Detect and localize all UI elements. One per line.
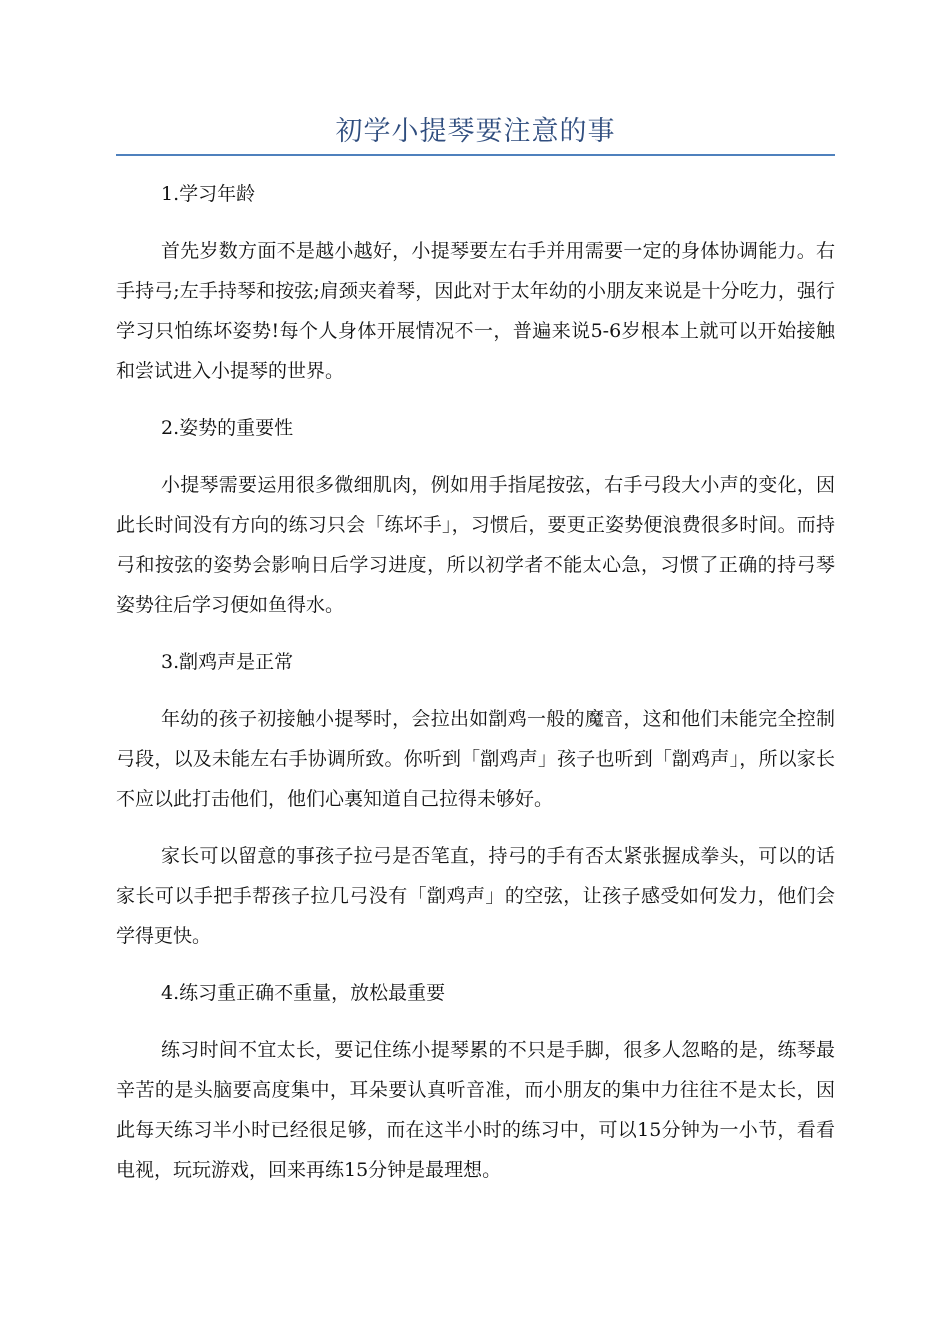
section-heading-4: 4.练习重正确不重量，放松最重要 — [161, 982, 446, 1004]
section-heading-1: 1.学习年龄 — [161, 183, 256, 205]
section-heading-2: 2.姿势的重要性 — [161, 417, 294, 439]
paragraph-age: 首先岁数方面不是越小越好，小提琴要左右手并用需要一定的身体协调能力。右手持弓;左手持琴和按弦;肩颈夹着琴，因此对于太年幼的小朋友来说是十分吃力，强行学习只怕练坏姿势!每个人身体开展情况不一，普遍来说5-6岁根本上就可以开始接触和尝试进入小提琴的世界。 — [116, 240, 835, 382]
paragraph-noise: 年幼的孩子初接触小提琴时，会拉出如劏鸡一般的魔音，这和他们未能完全控制弓段，以及未能左右手协调所致。你听到「劏鸡声」孩子也听到「劏鸡声」，所以家长不应以此打击他们，他们心裏知道自己拉得未够好。 — [116, 708, 835, 810]
document-title: 初学小提琴要注意的事 — [335, 116, 616, 147]
paragraph-practice: 练习时间不宜太长，要记住练小提琴累的不只是手脚，很多人忽略的是，练琴最辛苦的是头脑要高度集中，耳朵要认真听音准，而小朋友的集中力往往不是太长，因此每天练习半小时已经很足够，而在这半小时的练习中，可以15分钟为一小节，看看电视，玩玩游戏，回来再练15分钟是最理想。 — [116, 1039, 835, 1181]
section-heading-3: 3.劏鸡声是正常 — [161, 651, 294, 673]
paragraph-posture: 小提琴需要运用很多微细肌肉，例如用手指尾按弦，右手弓段大小声的变化，因此长时间没有方向的练习只会「练坏手」，习惯后，要更正姿势便浪费很多时间。而持弓和按弦的姿势会影响日后学习进度，所以初学者不能太心急，习惯了正确的持弓琴姿势往后学习便如鱼得水。 — [116, 474, 835, 616]
title-divider — [116, 154, 835, 156]
document-body — [116, 174, 835, 1207]
paragraph-parents: 家长可以留意的事孩子拉弓是否笔直，持弓的手有否太紧张握成拳头，可以的话家长可以手把手帮孩子拉几弓没有「劏鸡声」的空弦，让孩子感受如何发力，他们会学得更快。 — [116, 845, 835, 947]
